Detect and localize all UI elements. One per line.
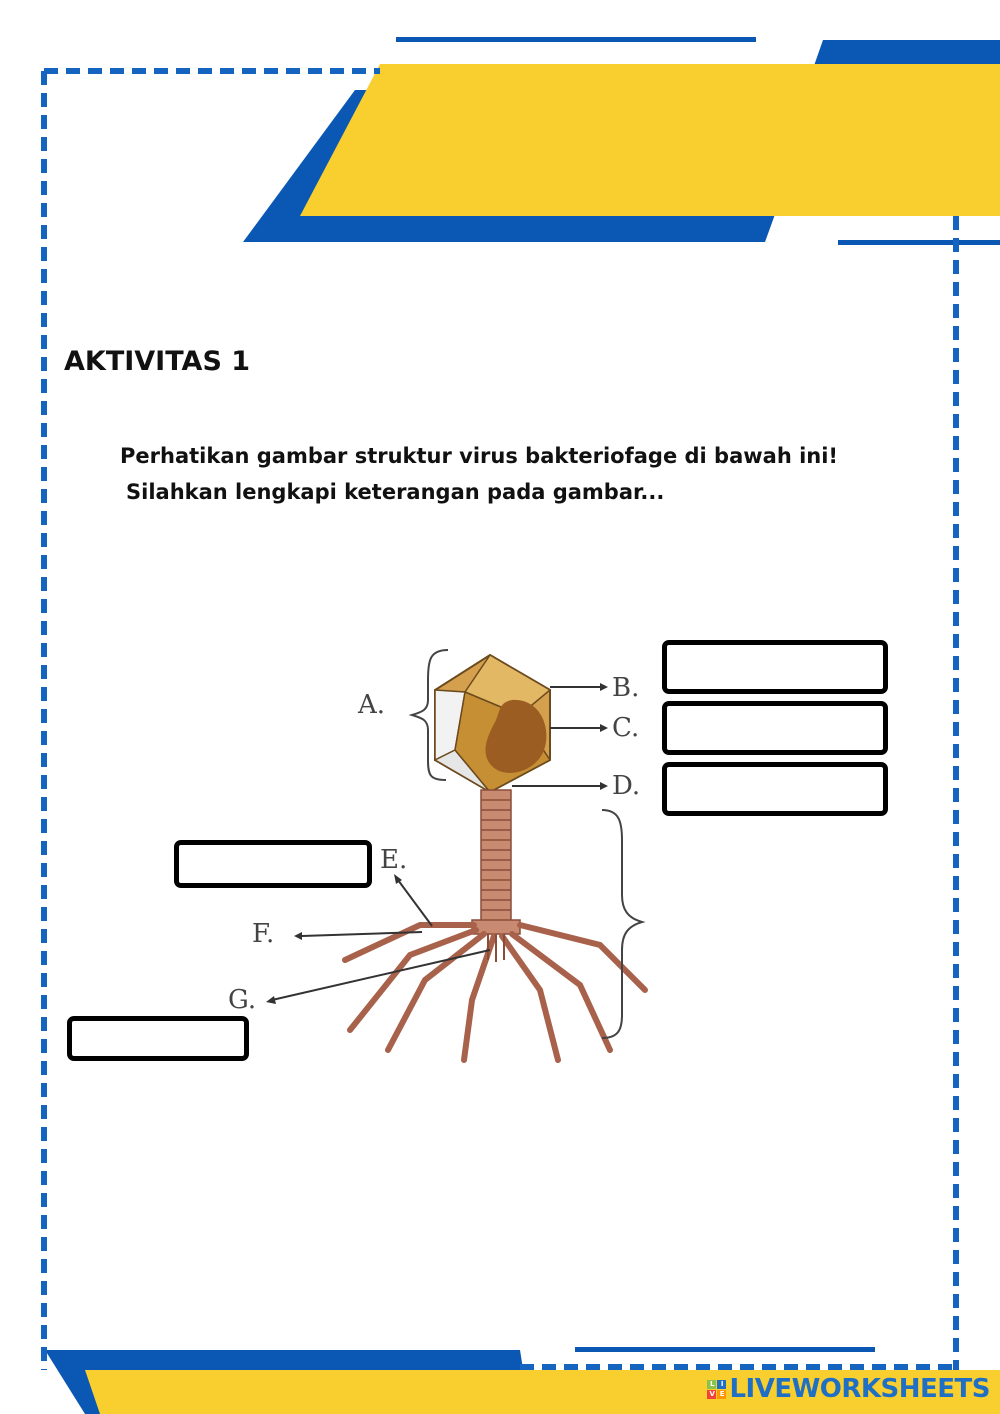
label-d: D.	[612, 771, 641, 801]
instructions	[120, 438, 838, 510]
bracket-tail	[602, 810, 642, 1038]
label-c: C.	[612, 713, 640, 743]
activity-title: AKTIVITAS 1	[64, 346, 251, 377]
instruction-line-2: Silahkan lengkapi keterangan pada gambar...	[126, 480, 665, 504]
answer-box-b[interactable]	[662, 640, 888, 694]
instruction-line-1: Perhatikan gambar struktur virus bakteriofage di bawah ini!	[120, 444, 838, 468]
answer-box-c[interactable]	[662, 701, 888, 755]
label-b: B.	[612, 673, 640, 703]
capsid-head	[435, 655, 550, 792]
brand-name: LIVEWORKSHEETS	[729, 1374, 990, 1404]
label-f: F.	[252, 919, 275, 949]
liveworksheets-logo	[707, 1374, 990, 1404]
liveworksheets-mark-icon: L I V E	[707, 1380, 726, 1399]
tail-sheath	[481, 790, 511, 922]
label-a: A.	[358, 690, 386, 720]
label-e: E.	[380, 845, 408, 875]
label-g: G.	[228, 985, 257, 1015]
answer-box-g[interactable]	[67, 1016, 249, 1061]
answer-box-d[interactable]	[662, 762, 888, 816]
answer-box-e[interactable]	[174, 840, 372, 888]
